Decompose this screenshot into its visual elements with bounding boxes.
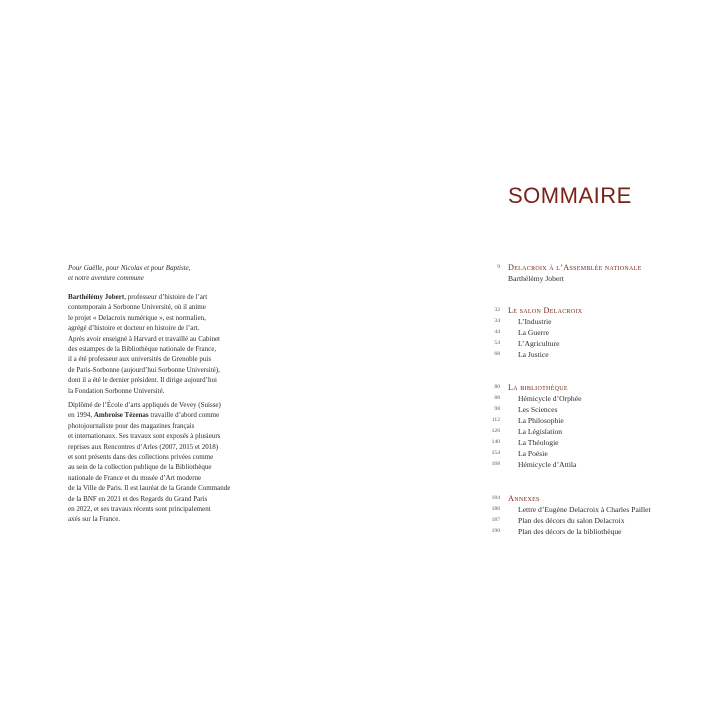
page-number: 112 <box>491 417 500 423</box>
bio-tezenas-line: de la BNF en 2021 et des Regards du Grand Paris <box>68 494 208 503</box>
page-number: 32 <box>494 307 500 313</box>
toc-entry[interactable] <box>470 262 710 273</box>
bio-jobert-line: Après avoir enseigné à Harvard et travaillé au Cabinet <box>68 334 220 343</box>
bio-text: travaille d’abord comme <box>148 411 220 420</box>
author-biography <box>68 292 268 396</box>
toc-entry[interactable] <box>470 437 710 448</box>
toc-entry[interactable] <box>470 515 710 526</box>
bio-jobert-line: agrégé d’histoire et docteur en histoire de l’art. <box>68 324 200 333</box>
page-title: SOMMAIRE <box>508 183 632 208</box>
toc-entry[interactable] <box>470 338 710 349</box>
toc-entry[interactable] <box>470 327 710 338</box>
bio-tezenas-line: et internationaux. Ses travaux sont exposés à plusieurs <box>68 432 221 441</box>
entry-label: L’Industrie <box>518 317 552 326</box>
entry-label: Les Sciences <box>518 405 558 414</box>
page-number: 168 <box>491 461 500 467</box>
entry-label: Lettre d’Eugène Delacroix à Charles Paillet <box>518 505 651 514</box>
toc-section-salon <box>470 305 710 360</box>
bio-jobert-line: dont il a été le dernier président. Il dirige aujourd’hui <box>68 376 217 385</box>
toc-entry[interactable] <box>470 305 710 316</box>
section-heading: Annexes <box>508 494 540 503</box>
bio-tezenas-line: axés sur la France. <box>68 515 121 524</box>
page-number: 34 <box>494 318 500 324</box>
entry-label: Plan des décors de la bibliothèque <box>518 527 622 536</box>
section-heading: Delacroix à l’Assemblée nationale <box>508 263 642 272</box>
bio-jobert-line: le projet « Delacroix numérique », est normalien, <box>68 313 206 322</box>
page-number: 140 <box>491 439 500 445</box>
author-name: Barthélémy Jobert <box>68 293 125 301</box>
bio-jobert-line: contemporain à Sorbonne Université, où il anime <box>68 303 206 312</box>
bio-tezenas-line: reprises aux Rencontres d’Arles (2007, 2015 et 2018) <box>68 442 219 451</box>
page-number: 187 <box>491 517 500 523</box>
entry-label: Hémicycle d’Orphée <box>518 394 582 403</box>
entry-label: La Philosophie <box>518 416 564 425</box>
toc-entry[interactable] <box>470 526 710 537</box>
entry-label: La Guerre <box>518 328 549 337</box>
bio-tezenas-line: en 2022, et ses travaux récents sont principalement <box>68 505 211 514</box>
bio-tezenas-line: et sont présents dans des collections privées comme <box>68 453 214 462</box>
bio-tezenas-line: au sein de la collection publique de la Bibliothèque <box>68 463 212 472</box>
dedication-line-2: et notre aventure commune <box>68 274 144 282</box>
section-heading: La bibliothèque <box>508 383 568 392</box>
toc-entry[interactable] <box>470 415 710 426</box>
bio-tezenas-line: Diplômé de l’École d’arts appliqués de Vevey (Suisse) <box>68 401 221 409</box>
bio-jobert-line: la Fondation Sorbonne Université. <box>68 386 165 395</box>
toc-section-bibliotheque <box>470 382 710 470</box>
toc-entry[interactable] <box>470 393 710 404</box>
entry-label: La Poésie <box>518 449 548 458</box>
page-number: 98 <box>494 406 500 412</box>
bio-text: en 1994, <box>68 411 94 420</box>
dedication-line-1: Pour Gaëlle, pour Nicolas et pour Baptiste, <box>68 264 191 272</box>
toc-entry[interactable] <box>470 448 710 459</box>
entry-label: L’Agriculture <box>518 339 560 348</box>
page-number: 80 <box>494 384 500 390</box>
toc-entry[interactable] <box>470 382 710 393</box>
photographer-biography <box>68 400 268 525</box>
toc-entry[interactable] <box>470 316 710 327</box>
bio-tezenas-line: nationale de France et du musée d’Art moderne <box>68 473 202 482</box>
toc-entry[interactable] <box>470 459 710 470</box>
bio-jobert-line: des estampes de la Bibliothèque nationale de France, <box>68 345 217 354</box>
toc-entry[interactable] <box>470 404 710 415</box>
page-number: 154 <box>491 450 500 456</box>
page-number: 184 <box>491 495 500 501</box>
toc-author <box>470 273 710 284</box>
toc-entry[interactable] <box>470 504 710 515</box>
bio-jobert-line-1 <box>68 292 268 302</box>
entry-label: La Théologie <box>518 438 559 447</box>
toc-entry[interactable] <box>470 493 710 504</box>
photographer-name: Ambroise Tézenas <box>93 411 149 420</box>
page-number: 190 <box>491 528 500 534</box>
bio-text: , professeur d’histoire de l’art <box>124 293 208 301</box>
toc-section-assemblee <box>470 262 710 284</box>
page-number: 68 <box>494 351 500 357</box>
section-author: Barthélémy Jobert <box>508 274 564 283</box>
toc-entry[interactable] <box>470 349 710 360</box>
dedication <box>68 263 268 283</box>
bio-jobert-line: de Paris-Sorbonne (aujourd’hui Sorbonne Université), <box>68 365 220 374</box>
bio-jobert-line: il a été professeur aux universités de Grenoble puis <box>68 355 212 364</box>
bio-tezenas-line-2 <box>68 410 268 420</box>
entry-label: La Législation <box>518 427 563 436</box>
entry-label: Hémicycle d’Attila <box>518 460 577 469</box>
bio-tezenas-line: de la Ville de Paris. Il est lauréat de la Grande Commande <box>68 484 231 493</box>
page-number: 44 <box>494 329 500 335</box>
entry-label: La Justice <box>518 350 549 359</box>
section-heading: Le salon Delacroix <box>508 306 583 315</box>
page-number: 54 <box>494 340 500 346</box>
toc-entry[interactable] <box>470 426 710 437</box>
entry-label: Plan des décors du salon Delacroix <box>518 516 625 525</box>
page-number: 9 <box>497 264 500 270</box>
toc-section-annexes <box>470 493 710 537</box>
page-number: 126 <box>491 428 500 434</box>
bio-tezenas-line: photojournaliste pour des magazines français <box>68 421 195 430</box>
page-number: 88 <box>494 395 500 401</box>
page-number: 186 <box>491 506 500 512</box>
